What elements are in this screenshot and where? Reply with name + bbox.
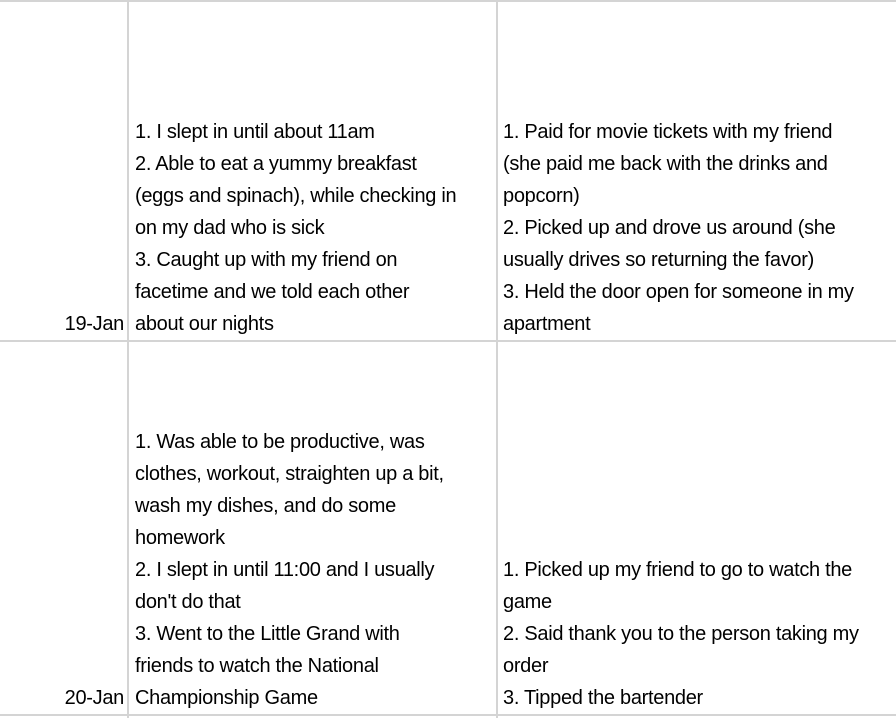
cell-text-line: popcorn): [503, 185, 580, 207]
date-cell[interactable]: [0, 342, 127, 714]
good-things-cell[interactable]: [129, 342, 496, 714]
cell-text-line: (she paid me back with the drinks and: [503, 153, 828, 175]
cell-text-line: apartment: [503, 313, 591, 335]
cell-text-line: clothes, workout, straighten up a bit,: [135, 463, 444, 485]
cell-text-line: 2. Said thank you to the person taking my: [503, 623, 859, 645]
good-things-cell[interactable]: [129, 2, 496, 340]
cell-text-line: 2. Able to eat a yummy breakfast: [135, 153, 417, 175]
cell-text-line: game: [503, 591, 552, 613]
cell-text-line: about our nights: [135, 313, 274, 335]
cell-text-line: 3. Went to the Little Grand with: [135, 623, 400, 645]
cell-text-line: wash my dishes, and do some: [135, 495, 396, 517]
cell-text-line: 3. Tipped the bartender: [503, 687, 703, 709]
cell-text-line: 1. Picked up my friend to go to watch the: [503, 559, 853, 581]
cell-text-line: (eggs and spinach), while checking in: [135, 185, 457, 207]
cell-text-line: 3. Caught up with my friend on: [135, 249, 398, 271]
cell-text-line: friends to watch the National: [135, 655, 379, 677]
cell-text-line: 2. I slept in until 11:00 and I usually: [135, 559, 435, 581]
date-label: 20-Jan: [64, 687, 124, 709]
cell-text-line: on my dad who is sick: [135, 217, 325, 239]
cell-text-line: 1. Was able to be productive, was: [135, 431, 425, 453]
cell-text-line: Championship Game: [135, 687, 318, 709]
date-label: 19-Jan: [64, 313, 124, 335]
cell-text-line: usually drives so returning the favor): [503, 249, 814, 271]
cell-text-line: 1. I slept in until about 11am: [135, 121, 375, 143]
cell-text-line: 2. Picked up and drove us around (she: [503, 217, 836, 239]
kind-acts-cell[interactable]: [498, 342, 896, 714]
cell-text-line: facetime and we told each other: [135, 281, 410, 303]
row-gridline: [0, 714, 896, 716]
kind-acts-cell[interactable]: [498, 2, 896, 340]
cell-text-line: order: [503, 655, 549, 677]
cell-text-line: 3. Held the door open for someone in my: [503, 281, 854, 303]
cell-text-line: homework: [135, 527, 225, 549]
date-cell[interactable]: [0, 2, 127, 340]
cell-text-line: don't do that: [135, 591, 241, 613]
cell-text-line: 1. Paid for movie tickets with my friend: [503, 121, 833, 143]
